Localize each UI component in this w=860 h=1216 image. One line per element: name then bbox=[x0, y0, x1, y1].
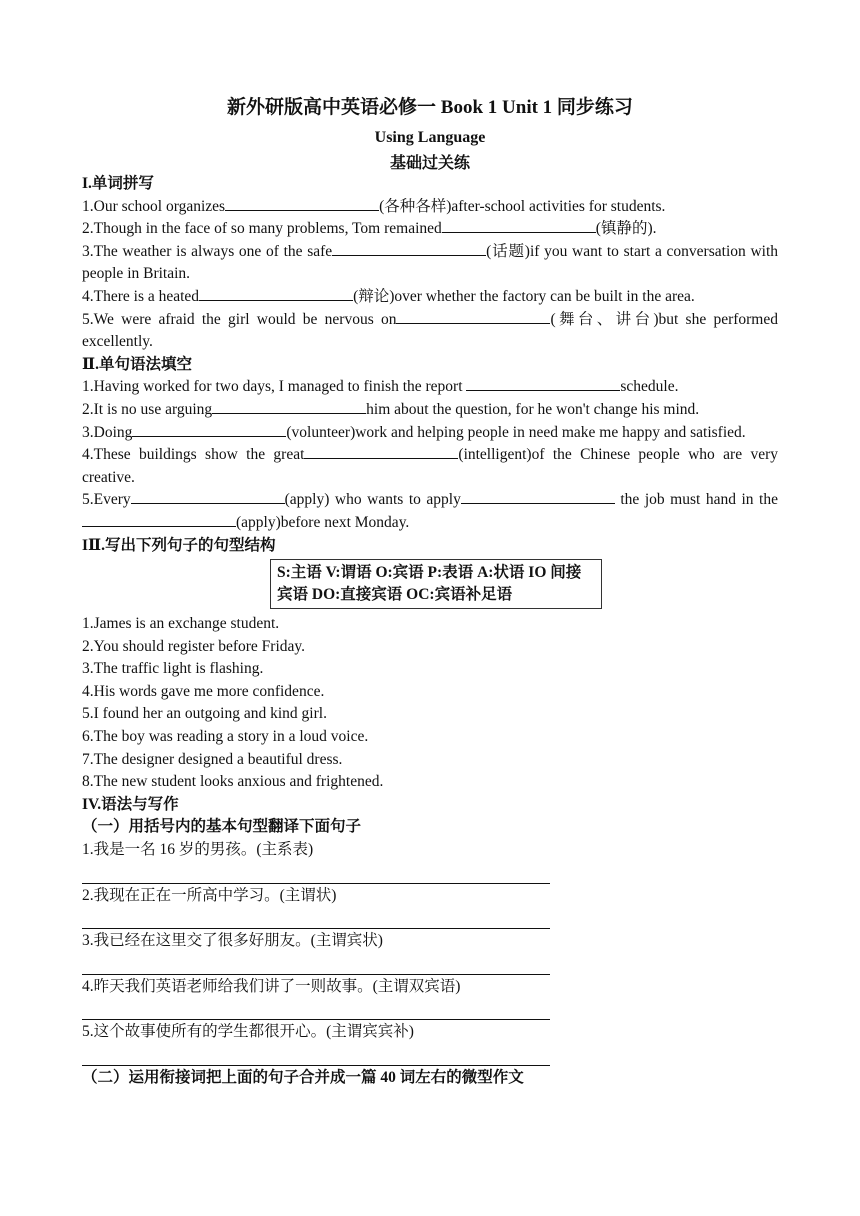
sentence-item: 3.The traffic light is flashing. bbox=[82, 660, 264, 678]
worksheet-body bbox=[82, 173, 778, 1090]
question-item: 2.It is no use arguing him about the question, for he won't change his mind. bbox=[82, 400, 700, 418]
sentence-item: 2.You should register before Friday. bbox=[82, 637, 306, 655]
answer-blank[interactable] bbox=[131, 489, 285, 504]
question-item: 4.There is a heated (辩论)over whether the factory can be built in the area. bbox=[82, 287, 695, 305]
sentence-item: 4.His words gave me more confidence. bbox=[82, 682, 325, 700]
translation-item: 5.这个故事使所有的学生都很开心。(主谓宾宾补) bbox=[82, 1023, 414, 1041]
question-item: 2.Though in the face of so many problems, Tom remained (镇静的). bbox=[82, 220, 657, 238]
answer-blank[interactable] bbox=[461, 489, 615, 504]
translation-item: 4.昨天我们英语老师给我们讲了一则故事。(主谓双宾语) bbox=[82, 977, 461, 995]
answer-blank[interactable] bbox=[199, 286, 353, 301]
sentence-item: 8.The new student looks anxious and frightened. bbox=[82, 773, 384, 791]
sentence-item: 7.The designer designed a beautiful dress. bbox=[82, 750, 343, 768]
part-2-heading: （二）运用衔接词把上面的句子合并成一篇 40 词左右的微型作文 bbox=[82, 1069, 524, 1086]
subtitle-2: 基础过关练 bbox=[389, 155, 470, 172]
page-title: 新外研版高中英语必修一 Book 1 Unit 1 同步练习 bbox=[227, 97, 633, 118]
question-item: 1.Having worked for two days, I managed to finish the report schedule. bbox=[82, 378, 679, 396]
question-item: 3.The weather is always one of the safe (话题)if you want to start a conversation with people in Britain. bbox=[82, 242, 778, 283]
section-1-heading: I.单词拼写 bbox=[82, 175, 154, 192]
answer-line[interactable] bbox=[82, 907, 550, 929]
answer-blank[interactable] bbox=[442, 218, 596, 233]
answer-blank[interactable] bbox=[132, 422, 286, 437]
answer-blank[interactable] bbox=[466, 376, 620, 391]
answer-blank[interactable] bbox=[332, 241, 486, 256]
answer-blank[interactable] bbox=[212, 399, 366, 414]
answer-blank[interactable] bbox=[82, 512, 236, 527]
answer-line[interactable] bbox=[82, 1044, 550, 1066]
translation-item: 2.我现在正在一所高中学习。(主谓状) bbox=[82, 886, 337, 904]
translation-item: 1.我是一名 16 岁的男孩。(主系表) bbox=[82, 841, 314, 859]
sentence-item: 6.The boy was reading a story in a loud voice. bbox=[82, 728, 369, 746]
question-item: 5.We were afraid the girl would be nervous on (舞台、讲台)but she performed excellently. bbox=[82, 310, 778, 351]
sentence-item: 1.James is an exchange student. bbox=[82, 615, 280, 633]
question-item: 3.Doing (volunteer)work and helping people in need make me happy and satisfied. bbox=[82, 423, 746, 441]
section-4-heading: IV.语法与写作 bbox=[82, 795, 179, 813]
answer-line[interactable] bbox=[82, 953, 550, 975]
part-1-heading: （一）用括号内的基本句型翻译下面句子 bbox=[82, 818, 362, 836]
section-2-heading: Ⅱ.单句语法填空 bbox=[82, 355, 192, 373]
legend-box: S:主语 V:谓语 O:宾语 P:表语 A:状语 IO 间接宾语 DO:直接宾语 OC:宾语补足语 bbox=[270, 559, 602, 609]
sentence-item: 5.I found her an outgoing and kind girl. bbox=[82, 705, 327, 723]
subtitle: Using Language bbox=[374, 129, 486, 146]
question-item: 5.Every (apply) who wants to apply the job must hand in the (apply)before next Monday. bbox=[82, 491, 778, 531]
answer-blank[interactable] bbox=[396, 309, 550, 324]
answer-blank[interactable] bbox=[225, 196, 379, 211]
question-item: 1.Our school organizes (各种各样)after-school activities for students. bbox=[82, 197, 666, 215]
answer-line[interactable] bbox=[82, 862, 550, 884]
section-3-heading: IⅡ.写出下列句子的句型结构 bbox=[82, 536, 276, 554]
translation-item: 3.我已经在这里交了很多好朋友。(主谓宾状) bbox=[82, 932, 383, 950]
answer-line[interactable] bbox=[82, 998, 550, 1020]
question-item: 4.These buildings show the great (intelligent)of the Chinese people who are very creative. bbox=[82, 446, 778, 486]
answer-blank[interactable] bbox=[304, 444, 458, 459]
